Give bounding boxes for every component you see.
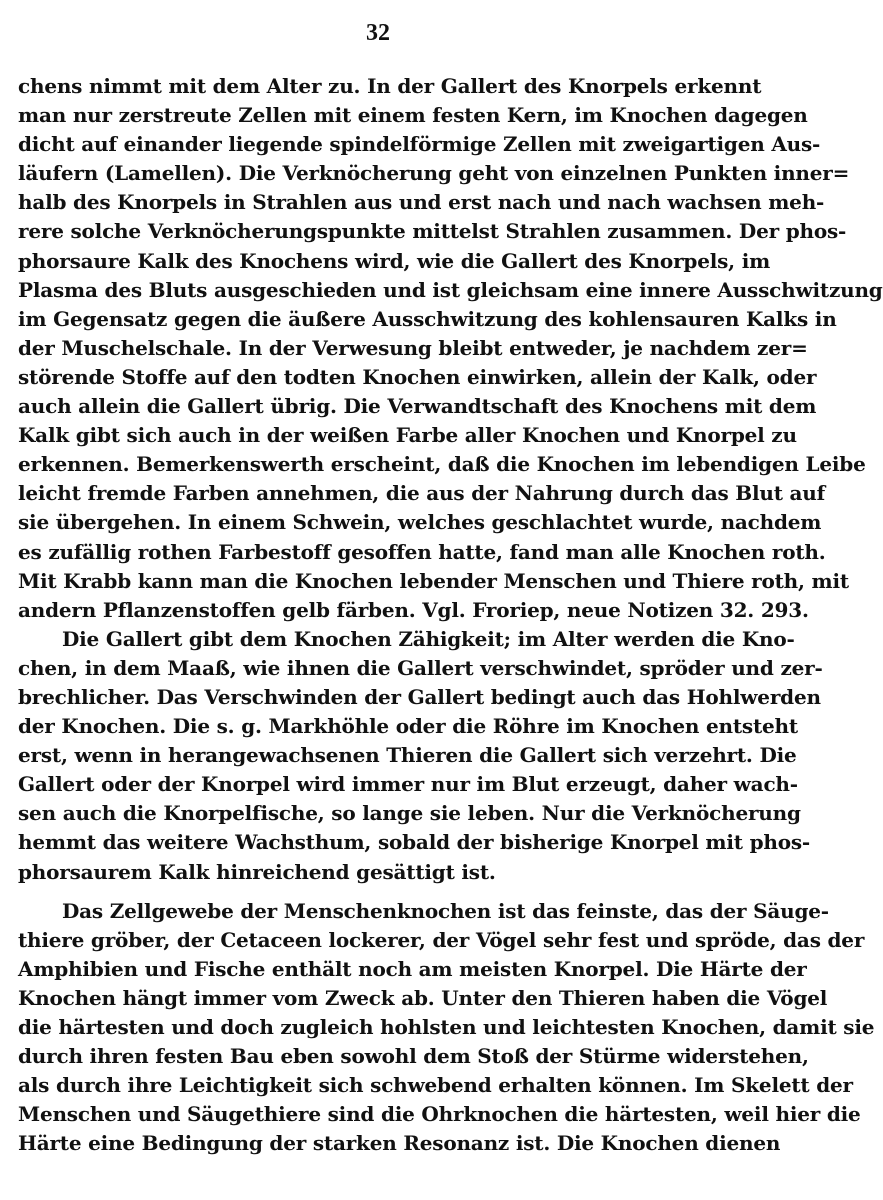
- paragraph-gap: [18, 887, 740, 897]
- paragraph: [18, 72, 883, 625]
- text-line: leicht fremde Farben annehmen, die aus der Nahrung durch das Blut auf: [18, 481, 826, 506]
- body-text: [18, 72, 883, 1158]
- text-line: störende Stoffe auf den todten Knochen einwirken, allein der Kalk, oder: [18, 364, 817, 389]
- text-line: auch allein die Gallert übrig. Die Verwandtschaft des Knochens mit dem: [18, 394, 817, 419]
- text-line: Menschen und Säugethiere sind die Ohrknochen die härtesten, weil hier die: [18, 1102, 861, 1127]
- text-line: andern Pflanzenstoffen gelb färben. Vgl. Froriep, neue Notizen 32. 293.: [18, 597, 809, 622]
- text-line: als durch ihre Leichtigkeit sich schwebend erhalten können. Im Skelett der: [18, 1073, 853, 1098]
- text-line: Kalk gibt sich auch in der weißen Farbe aller Knochen und Knorpel zu: [18, 423, 797, 448]
- page-number: 32: [366, 20, 390, 46]
- text-line: phorsaurem Kalk hinreichend gesättigt ist.: [18, 859, 496, 884]
- text-line: sie übergehen. In einem Schwein, welches geschlachtet wurde, nachdem: [18, 510, 822, 535]
- text-line: chens nimmt mit dem Alter zu. In der Gallert des Knorpels erkennt: [18, 74, 762, 98]
- text-line: es zufällig rothen Farbestoff gesoffen hatte, fand man alle Knochen roth.: [18, 539, 826, 564]
- text-line: brechlicher. Das Verschwinden der Gallert bedingt auch das Hohlwerden: [18, 684, 821, 709]
- text-line: thiere gröber, der Cetaceen lockerer, der Vögel sehr fest und spröde, das der: [18, 927, 865, 952]
- text-line: erst, wenn in herangewachsenen Thieren die Gallert sich verzehrt. Die: [18, 743, 797, 768]
- text-line: Mit Krabb kann man die Knochen lebender Menschen und Thiere roth, mit: [18, 568, 849, 593]
- text-line: halb des Knorpels in Strahlen aus und erst nach und nach wachsen meh-: [18, 190, 825, 215]
- text-line: chen, in dem Maaß, wie ihnen die Gallert verschwindet, spröder und zer-: [18, 655, 823, 680]
- text-line: hemmt das weitere Wachsthum, sobald der bisherige Knorpel mit phos-: [18, 830, 811, 855]
- text-line: Die Gallert gibt dem Knochen Zähigkeit; im Alter werden die Kno-: [62, 626, 795, 651]
- text-line: läufern (Lamellen). Die Verknöcherung geht von einzelnen Punkten inner=: [18, 161, 850, 186]
- text-line: Knochen hängt immer vom Zweck ab. Unter den Thieren haben die Vögel: [18, 985, 828, 1010]
- paragraph: [18, 897, 875, 1159]
- text-line: erkennen. Bemerkenswerth erscheint, daß die Knochen im lebendigen Leibe: [18, 452, 866, 477]
- text-line: Das Zellgewebe der Menschenknochen ist das feinste, das der Säuge-: [62, 898, 829, 923]
- text-line: phorsaure Kalk des Knochens wird, wie die Gallert des Knorpels, im: [18, 248, 771, 273]
- text-line: man nur zerstreute Zellen mit einem festen Kern, im Knochen dagegen: [18, 103, 808, 128]
- paragraph: [18, 625, 823, 887]
- text-line: Plasma des Bluts ausgeschieden und ist gleichsam eine innere Ausschwitzung: [18, 277, 883, 302]
- text-line: sen auch die Knorpelfische, so lange sie leben. Nur die Verknöcherung: [18, 801, 801, 826]
- text-line: durch ihren festen Bau eben sowohl dem Stoß der Stürme widerstehen,: [18, 1044, 809, 1069]
- text-line: der Knochen. Die s. g. Markhöhle oder die Röhre im Knochen entsteht: [18, 714, 798, 739]
- text-line: rere solche Verknöcherungspunkte mittelst Strahlen zusammen. Der phos-: [18, 219, 847, 244]
- text-line: dicht auf einander liegende spindelförmige Zellen mit zweigartigen Aus-: [18, 132, 821, 157]
- text-line: die härtesten und doch zugleich hohlsten und leichtesten Knochen, damit sie: [18, 1015, 875, 1039]
- text-line: Gallert oder der Knorpel wird immer nur im Blut erzeugt, daher wach-: [18, 772, 798, 797]
- text-line: Härte eine Bedingung der starken Resonanz ist. Die Knochen dienen: [18, 1131, 781, 1156]
- text-line: im Gegensatz gegen die äußere Ausschwitzung des kohlensauren Kalks in: [18, 306, 837, 331]
- text-line: Amphibien und Fische enthält noch am meisten Knorpel. Die Härte der: [18, 956, 807, 981]
- text-line: der Muschelschale. In der Verwesung bleibt entweder, je nachdem zer=: [18, 335, 808, 360]
